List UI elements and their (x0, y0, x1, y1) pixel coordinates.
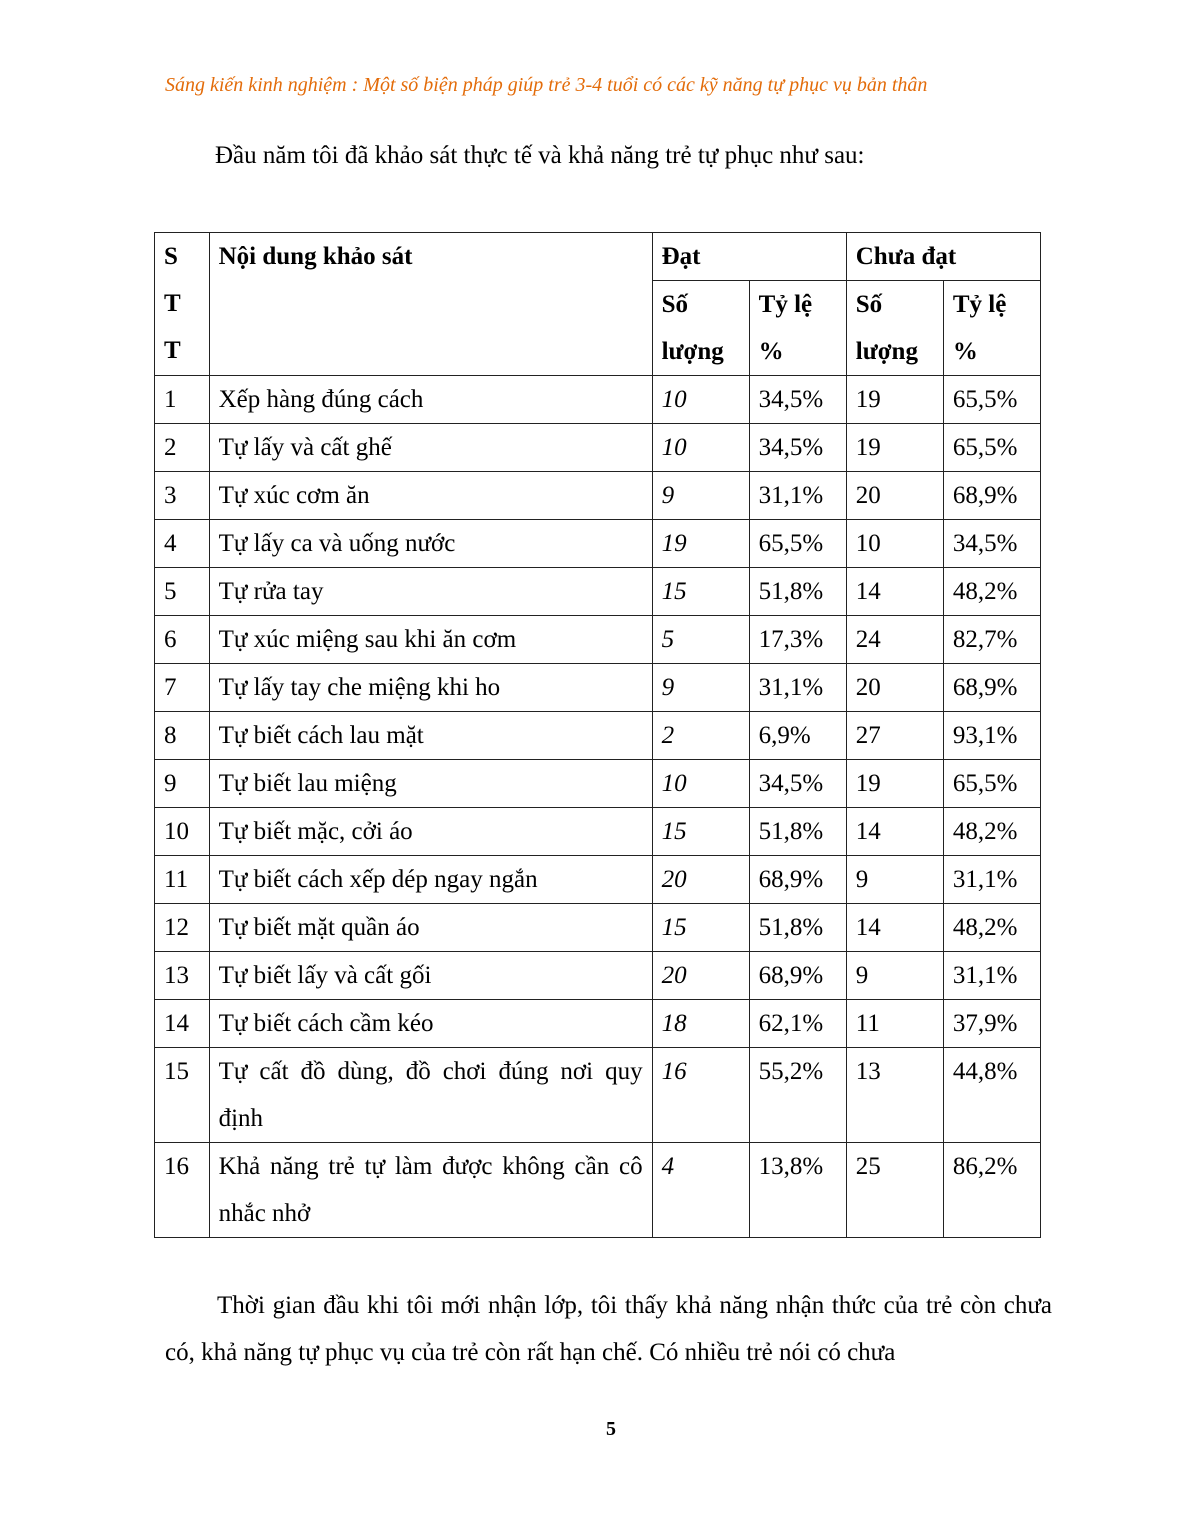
row-not-achieved-count: 14 (846, 904, 943, 952)
table-row (155, 424, 1041, 472)
row-not-achieved-count: 13 (846, 1048, 943, 1143)
row-content: Tự lấy và cất ghế (209, 424, 652, 472)
row-achieved-count: 2 (652, 712, 749, 760)
row-content: Tự biết cách lau mặt (209, 712, 652, 760)
row-not-achieved-ratio: 65,5% (943, 376, 1040, 424)
header-text: Sáng kiến kinh nghiệm : Một số biện pháp giúp trẻ 3-4 tuổi có các kỹ năng tự phục vụ bản thân (165, 74, 928, 96)
row-not-achieved-ratio: 86,2% (943, 1143, 1040, 1238)
row-content: Tự biết mặc, cởi áo (209, 808, 652, 856)
table-header-row (155, 233, 1041, 281)
row-not-achieved-count: 11 (846, 1000, 943, 1048)
row-number: 13 (155, 952, 210, 1000)
row-achieved-ratio: 68,9% (749, 856, 846, 904)
row-content: Tự xúc cơm ăn (209, 472, 652, 520)
row-achieved-ratio: 68,9% (749, 952, 846, 1000)
row-not-achieved-count: 19 (846, 376, 943, 424)
row-not-achieved-count: 19 (846, 760, 943, 808)
row-number: 10 (155, 808, 210, 856)
row-content: Tự cất đồ dùng, đồ chơi đúng nơi quy định (209, 1048, 652, 1143)
row-achieved-count: 9 (652, 472, 749, 520)
row-content: Tự biết mặt quần áo (209, 904, 652, 952)
row-achieved-ratio: 6,9% (749, 712, 846, 760)
row-not-achieved-count: 20 (846, 664, 943, 712)
row-not-achieved-count: 9 (846, 856, 943, 904)
header-achieved-count: Số lượng (652, 281, 749, 376)
table-body (155, 376, 1041, 1238)
row-content: Tự xúc miệng sau khi ăn cơm (209, 616, 652, 664)
row-achieved-count: 4 (652, 1143, 749, 1238)
header-content: Nội dung khảo sát (209, 233, 652, 376)
row-not-achieved-count: 25 (846, 1143, 943, 1238)
table-row (155, 616, 1041, 664)
row-not-achieved-count: 14 (846, 808, 943, 856)
row-number: 4 (155, 520, 210, 568)
row-achieved-count: 15 (652, 904, 749, 952)
table-row (155, 472, 1041, 520)
row-achieved-ratio: 51,8% (749, 568, 846, 616)
row-number: 11 (155, 856, 210, 904)
table-row (155, 760, 1041, 808)
table-row (155, 568, 1041, 616)
row-not-achieved-ratio: 48,2% (943, 808, 1040, 856)
row-achieved-ratio: 62,1% (749, 1000, 846, 1048)
row-number: 2 (155, 424, 210, 472)
row-achieved-ratio: 31,1% (749, 472, 846, 520)
row-content: Tự biết cách cầm kéo (209, 1000, 652, 1048)
row-achieved-count: 18 (652, 1000, 749, 1048)
row-not-achieved-ratio: 82,7% (943, 616, 1040, 664)
row-number: 5 (155, 568, 210, 616)
row-not-achieved-count: 20 (846, 472, 943, 520)
row-achieved-ratio: 31,1% (749, 664, 846, 712)
row-not-achieved-ratio: 68,9% (943, 664, 1040, 712)
page-number: 5 (606, 1418, 616, 1440)
header-stt: S T T (155, 233, 210, 376)
header-achieved-ratio: Tỷ lệ % (749, 281, 846, 376)
row-achieved-count: 10 (652, 424, 749, 472)
row-achieved-ratio: 65,5% (749, 520, 846, 568)
row-not-achieved-ratio: 48,2% (943, 568, 1040, 616)
row-number: 12 (155, 904, 210, 952)
table-row (155, 952, 1041, 1000)
header-achieved: Đạt (652, 233, 846, 281)
table-row (155, 1000, 1041, 1048)
row-not-achieved-ratio: 31,1% (943, 952, 1040, 1000)
table-row (155, 520, 1041, 568)
table-row (155, 712, 1041, 760)
row-not-achieved-count: 27 (846, 712, 943, 760)
row-not-achieved-count: 19 (846, 424, 943, 472)
row-achieved-count: 15 (652, 568, 749, 616)
row-content: Tự rửa tay (209, 568, 652, 616)
row-not-achieved-count: 24 (846, 616, 943, 664)
row-not-achieved-count: 14 (846, 568, 943, 616)
document-header (165, 72, 1035, 98)
row-content: Tự biết lấy và cất gối (209, 952, 652, 1000)
row-number: 16 (155, 1143, 210, 1238)
row-content: Xếp hàng đúng cách (209, 376, 652, 424)
row-number: 6 (155, 616, 210, 664)
row-number: 3 (155, 472, 210, 520)
row-achieved-ratio: 51,8% (749, 904, 846, 952)
row-achieved-count: 10 (652, 760, 749, 808)
row-not-achieved-count: 10 (846, 520, 943, 568)
row-number: 8 (155, 712, 210, 760)
row-not-achieved-count: 9 (846, 952, 943, 1000)
row-not-achieved-ratio: 93,1% (943, 712, 1040, 760)
row-not-achieved-ratio: 65,5% (943, 760, 1040, 808)
row-content: Tự biết cách xếp dép ngay ngắn (209, 856, 652, 904)
row-not-achieved-ratio: 68,9% (943, 472, 1040, 520)
row-not-achieved-ratio: 37,9% (943, 1000, 1040, 1048)
table-row (155, 1143, 1041, 1238)
survey-table (154, 232, 1041, 1238)
table-row (155, 376, 1041, 424)
row-not-achieved-ratio: 48,2% (943, 904, 1040, 952)
row-not-achieved-ratio: 65,5% (943, 424, 1040, 472)
row-achieved-count: 20 (652, 952, 749, 1000)
row-not-achieved-ratio: 44,8% (943, 1048, 1040, 1143)
row-achieved-ratio: 55,2% (749, 1048, 846, 1143)
row-achieved-count: 20 (652, 856, 749, 904)
row-achieved-ratio: 17,3% (749, 616, 846, 664)
row-number: 7 (155, 664, 210, 712)
row-not-achieved-ratio: 34,5% (943, 520, 1040, 568)
table-row (155, 664, 1041, 712)
row-achieved-count: 9 (652, 664, 749, 712)
row-achieved-count: 10 (652, 376, 749, 424)
header-not-achieved: Chưa đạt (846, 233, 1040, 281)
body-paragraph (165, 1282, 1052, 1376)
row-number: 9 (155, 760, 210, 808)
row-achieved-ratio: 34,5% (749, 760, 846, 808)
header-not-achieved-count: Số lượng (846, 281, 943, 376)
header-not-achieved-ratio: Tỷ lệ % (943, 281, 1040, 376)
row-achieved-count: 5 (652, 616, 749, 664)
row-not-achieved-ratio: 31,1% (943, 856, 1040, 904)
row-achieved-ratio: 34,5% (749, 376, 846, 424)
row-content: Tự lấy tay che miệng khi ho (209, 664, 652, 712)
intro-text: Đầu năm tôi đã khảo sát thực tế và khả năng trẻ tự phục như sau: (215, 142, 865, 169)
row-content: Tự lấy ca và uống nước (209, 520, 652, 568)
table-row (155, 856, 1041, 904)
row-achieved-count: 15 (652, 808, 749, 856)
table-row (155, 904, 1041, 952)
row-content: Khả năng trẻ tự làm được không cần cô nhắc nhở (209, 1143, 652, 1238)
row-achieved-ratio: 34,5% (749, 424, 846, 472)
paragraph-text: Thời gian đầu khi tôi mới nhận lớp, tôi thấy khả năng nhận thức của trẻ còn chưa có, khả năng tự phục vụ của trẻ còn rất hạn chế. Có nhiều trẻ nói có chưa (165, 1292, 1052, 1366)
row-number: 14 (155, 1000, 210, 1048)
row-achieved-count: 19 (652, 520, 749, 568)
row-content: Tự biết lau miệng (209, 760, 652, 808)
row-number: 1 (155, 376, 210, 424)
row-number: 15 (155, 1048, 210, 1143)
table-row (155, 808, 1041, 856)
row-achieved-count: 16 (652, 1048, 749, 1143)
row-achieved-ratio: 13,8% (749, 1143, 846, 1238)
table-row (155, 1048, 1041, 1143)
row-achieved-ratio: 51,8% (749, 808, 846, 856)
